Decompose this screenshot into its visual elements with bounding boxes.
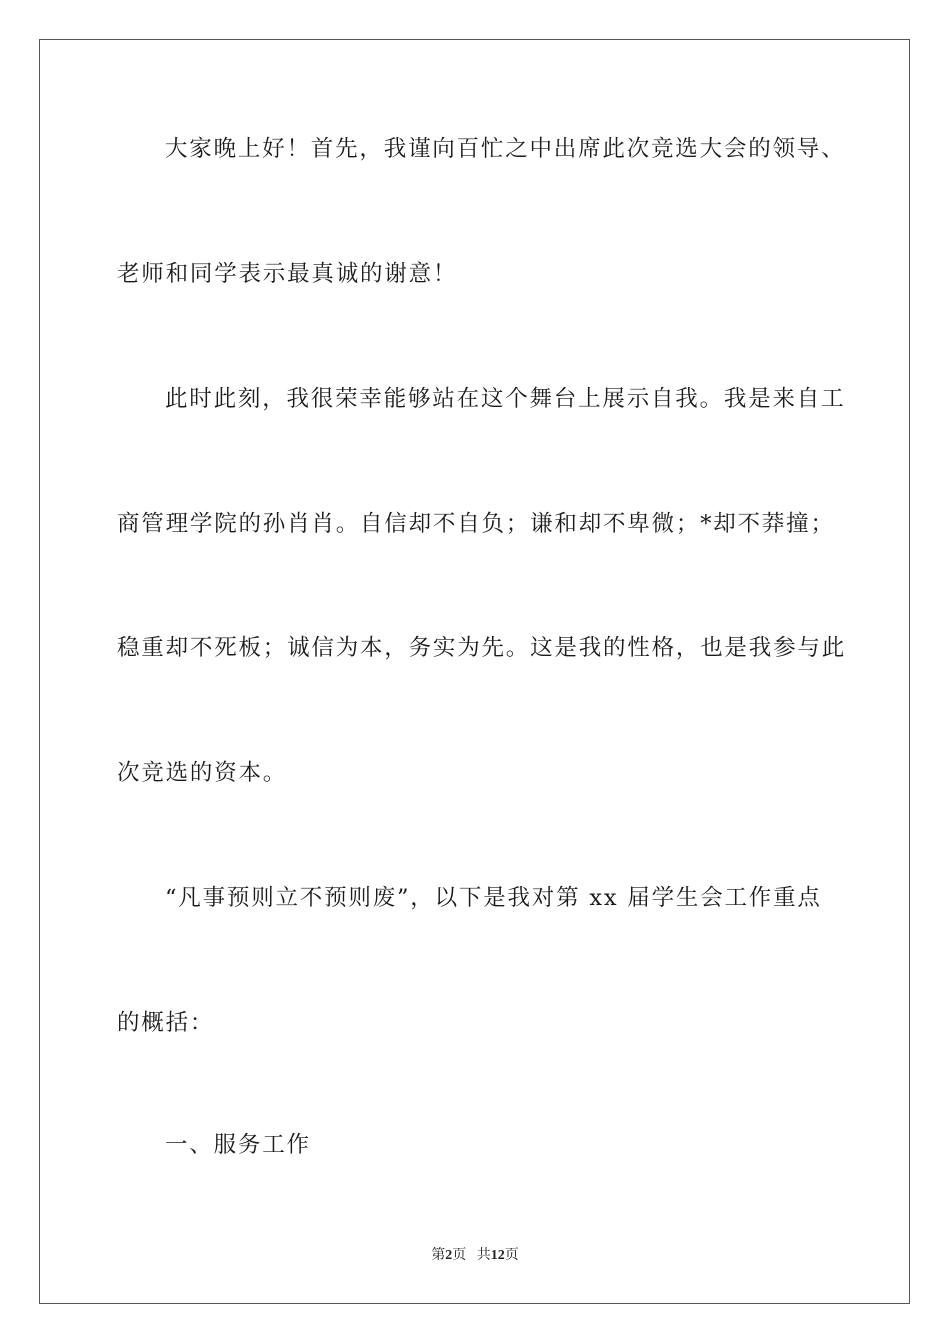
page-prefix: 第 — [431, 1248, 446, 1263]
paragraph-line: 此时此刻，我很荣幸能够站在这个舞台上展示自我。我是来自工 — [165, 386, 846, 412]
total-prefix: 共 — [476, 1248, 491, 1263]
paragraph-line: 商管理学院的孙肖肖。自信却不自负；谦和却不卑微；*却不莽撞； — [117, 511, 835, 537]
paragraph-line: 稳重却不死板；诚信为本，务实为先。这是我的性格，也是我参与此 — [117, 635, 847, 661]
paragraph-line: 老师和同学表示最真诚的谢意！ — [117, 261, 458, 287]
paragraph-line: 大家晚上好！首先，我谨向百忙之中出席此次竞选大会的领导、 — [165, 136, 846, 162]
total-suffix: 页 — [504, 1248, 519, 1263]
page-total-number: 12 — [490, 1248, 505, 1263]
section-heading: 一、服务工作 — [165, 1132, 311, 1158]
page-current-number: 2 — [445, 1248, 453, 1263]
paragraph-line: 次竞选的资本。 — [117, 760, 288, 786]
page-footer — [0, 1247, 950, 1265]
page-border — [39, 39, 910, 1304]
page-suffix: 页 — [452, 1248, 467, 1263]
paragraph-line: 的概括： — [117, 1010, 215, 1036]
paragraph-line: “凡事预则立不预则废”，以下是我对第 xx 届学生会工作重点 — [165, 885, 822, 911]
